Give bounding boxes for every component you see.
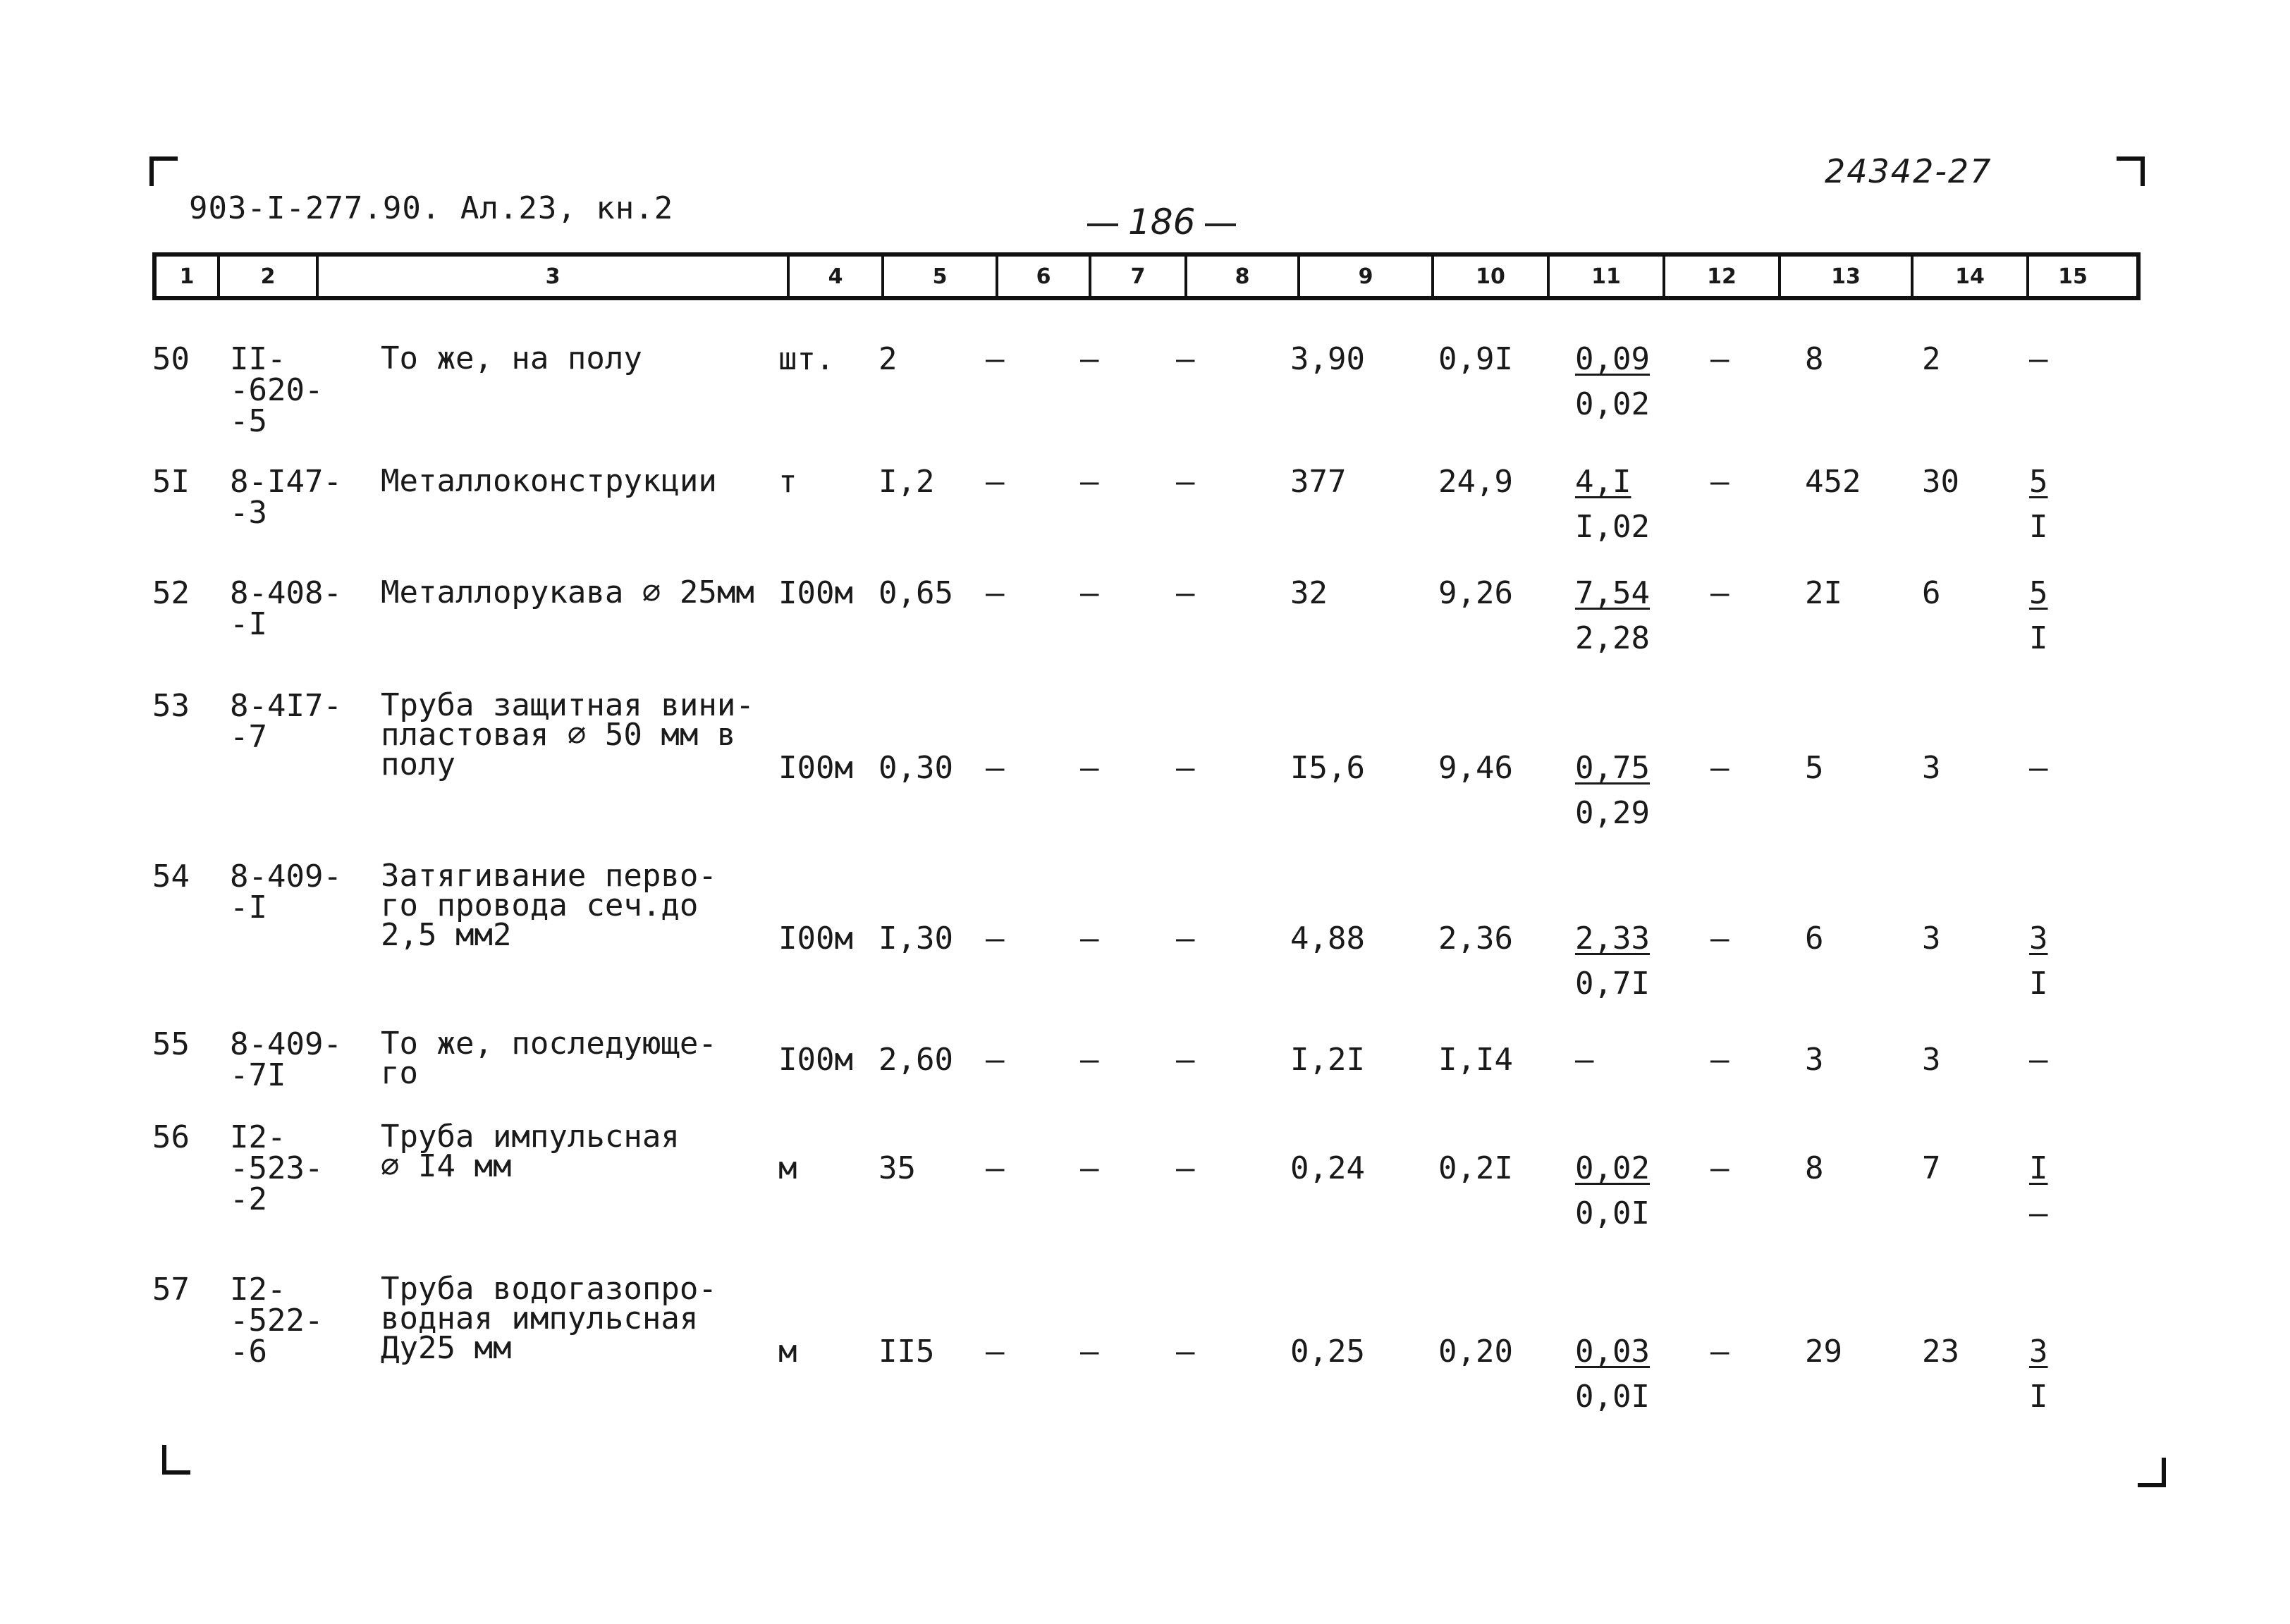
cell-c14: 7 <box>1922 1150 1941 1186</box>
cell-c15 <box>2029 464 2048 545</box>
cell-name: То же, на полу <box>381 340 642 376</box>
cell-c11-numerator: 0,02 <box>1575 1150 1650 1186</box>
cell-c12: – <box>1710 750 1729 786</box>
cell-c15-numerator: 3 <box>2029 921 2048 956</box>
cell-unit: м <box>778 1150 797 1186</box>
cell-c9: 377 <box>1290 464 1347 500</box>
cell-name: Металлоконструкции <box>381 463 717 499</box>
cell-c14: 30 <box>1922 464 1959 500</box>
cell-c6: – <box>986 1334 1005 1370</box>
cell-c11-numerator: 0,75 <box>1575 750 1650 786</box>
cell-c10: I,I4 <box>1438 1042 1513 1078</box>
cell-num: 52 <box>152 575 190 611</box>
cell-c13: 2I <box>1805 575 1842 611</box>
cell-name: Труба защитная вини- пластовая ∅ 50 мм в полу <box>381 687 754 782</box>
column-header-6: 6 <box>998 257 1091 296</box>
cell-c8: – <box>1176 1334 1195 1370</box>
cell-c15-denominator: I <box>2029 1379 2048 1415</box>
cell-c11-numerator: 2,33 <box>1575 921 1650 956</box>
cell-c15-denominator: I <box>2029 966 2048 1002</box>
cell-c8: – <box>1176 1150 1195 1186</box>
cell-unit: I00м <box>778 750 853 786</box>
cell-c7: – <box>1080 921 1099 956</box>
cell-c15 <box>2029 575 2048 656</box>
cell-c11-denominator: 2,28 <box>1575 620 1650 656</box>
cell-num: 57 <box>152 1272 190 1308</box>
column-header-11: 11 <box>1550 257 1665 296</box>
cell-c6: – <box>986 341 1005 377</box>
cell-c11 <box>1575 341 1650 422</box>
cell-c15 <box>2029 1336 2048 1413</box>
cell-code: 8-409- -I <box>230 859 342 925</box>
cell-qty: 35 <box>878 1150 916 1186</box>
cell-c8: – <box>1176 921 1195 956</box>
cell-c13: 5 <box>1805 750 1824 786</box>
cell-c10: 24,9 <box>1438 464 1513 500</box>
cell-c14: 6 <box>1922 575 1941 611</box>
column-header-5: 5 <box>884 257 998 296</box>
cell-c8: – <box>1176 341 1195 377</box>
cell-c12: – <box>1710 464 1729 500</box>
cell-name: Металлорукава ∅ 25мм <box>381 574 754 610</box>
cell-c8: – <box>1176 1042 1195 1078</box>
cell-c15-numerator: – <box>2029 750 2048 786</box>
cell-unit: I00м <box>778 575 853 611</box>
cell-code: 8-4I7- -7 <box>230 688 342 755</box>
cell-c15-numerator: 5 <box>2029 464 2048 500</box>
column-header-14: 14 <box>1914 257 2029 296</box>
cell-c9: 0,25 <box>1290 1334 1365 1370</box>
cell-name: Труба водогазопро- водная импульсная Ду25 мм <box>381 1271 717 1366</box>
cell-c9: 3,90 <box>1290 341 1365 377</box>
cell-c11-denominator: I,02 <box>1575 509 1650 545</box>
cell-c11-denominator: 0,0I <box>1575 1379 1650 1415</box>
cell-c15-numerator: – <box>2029 1042 2048 1078</box>
cell-c10: 9,46 <box>1438 750 1513 786</box>
cell-name: То же, последующе- го <box>381 1026 717 1091</box>
cell-qty: I,30 <box>878 921 953 956</box>
column-header-12: 12 <box>1665 257 1781 296</box>
cell-num: 53 <box>152 688 190 724</box>
cell-c10: 2,36 <box>1438 921 1513 956</box>
cell-c13: 452 <box>1805 464 1861 500</box>
cell-c11-denominator: 0,0I <box>1575 1195 1650 1231</box>
cell-c6: – <box>986 1042 1005 1078</box>
cell-c14: 2 <box>1922 341 1941 377</box>
cell-c11-denominator: 0,29 <box>1575 795 1650 831</box>
cell-c14: 3 <box>1922 1042 1941 1078</box>
cell-c11-numerator: 0,03 <box>1575 1334 1650 1370</box>
cell-c12: – <box>1710 921 1729 956</box>
column-header-1: 1 <box>157 257 220 296</box>
archive-number: 24342-27 <box>1825 152 1992 190</box>
cell-c13: 8 <box>1805 1150 1824 1186</box>
cell-c11-numerator: – <box>1575 1042 1594 1078</box>
cell-c13: 6 <box>1805 921 1824 956</box>
cell-c15 <box>2029 921 2048 1002</box>
cell-c12: – <box>1710 1150 1729 1186</box>
cell-qty: 2 <box>878 341 898 377</box>
column-header-7: 7 <box>1091 257 1187 296</box>
column-header-15: 15 <box>2058 264 2088 289</box>
column-header-10: 10 <box>1434 257 1550 296</box>
cell-c15-numerator: I <box>2029 1150 2048 1186</box>
cell-c8: – <box>1176 750 1195 786</box>
cell-c6: – <box>986 1150 1005 1186</box>
page-number: 186 <box>1077 202 1246 242</box>
cell-c15-numerator: 3 <box>2029 1334 2048 1370</box>
cell-c10: 0,9I <box>1438 341 1513 377</box>
cell-num: 50 <box>152 341 190 377</box>
cell-c15-denominator: I <box>2029 620 2048 656</box>
column-header-13: 13 <box>1781 257 1914 296</box>
cell-unit: I00м <box>778 921 853 956</box>
cell-unit: шт. <box>778 341 835 377</box>
column-header-2: 2 <box>220 257 319 296</box>
cell-c13: 29 <box>1805 1334 1842 1370</box>
cell-num: 56 <box>152 1119 190 1155</box>
cell-c11-denominator: 0,02 <box>1575 386 1650 422</box>
cell-code: I2- -522- -6 <box>230 1272 324 1370</box>
cell-c6: – <box>986 750 1005 786</box>
cell-name: Затягивание перво- го провода сеч.до 2,5 мм2 <box>381 858 717 953</box>
cell-unit: т <box>778 464 797 500</box>
cell-c8: – <box>1176 464 1195 500</box>
cell-c7: – <box>1080 1334 1099 1370</box>
cell-c11 <box>1575 921 1650 1002</box>
cell-c11-numerator: 4,I <box>1575 464 1631 500</box>
cell-num: 5I <box>152 464 190 500</box>
cell-c14: 3 <box>1922 750 1941 786</box>
cell-code: 8-I47- -3 <box>230 464 342 531</box>
cell-qty: 0,65 <box>878 575 953 611</box>
cell-c15-denominator: – <box>2029 1195 2048 1231</box>
column-header-9: 9 <box>1300 257 1434 296</box>
cell-c15 <box>2029 341 2048 389</box>
cell-qty: I,2 <box>878 464 935 500</box>
cell-c15 <box>2029 1042 2048 1090</box>
cell-c12: – <box>1710 341 1729 377</box>
cell-c9: 4,88 <box>1290 921 1365 956</box>
cell-c7: – <box>1080 750 1099 786</box>
cell-c9: 0,24 <box>1290 1150 1365 1186</box>
cell-c10: 9,26 <box>1438 575 1513 611</box>
cell-num: 55 <box>152 1026 190 1062</box>
cell-c7: – <box>1080 341 1099 377</box>
cell-c13: 3 <box>1805 1042 1824 1078</box>
cell-unit: м <box>778 1334 797 1370</box>
cell-c15-numerator: 5 <box>2029 575 2048 611</box>
cell-c7: – <box>1080 1042 1099 1078</box>
cell-c13: 8 <box>1805 341 1824 377</box>
cell-c9: I,2I <box>1290 1042 1365 1078</box>
document-code: 903-I-277.90. Ал.23, кн.2 <box>189 190 674 226</box>
cell-qty: 0,30 <box>878 750 953 786</box>
cell-c7: – <box>1080 575 1099 611</box>
cell-code: I2- -523- -2 <box>230 1119 324 1217</box>
cell-c11-numerator: 0,09 <box>1575 341 1650 377</box>
cell-c11 <box>1575 1336 1650 1413</box>
cell-c11 <box>1575 1150 1650 1231</box>
cell-c8: – <box>1176 575 1195 611</box>
cell-c12: – <box>1710 575 1729 611</box>
cell-unit: I00м <box>778 1042 853 1078</box>
cell-c14: 3 <box>1922 921 1941 956</box>
cell-code: II- -620- -5 <box>230 341 324 439</box>
cell-c6: – <box>986 575 1005 611</box>
cell-c11 <box>1575 464 1650 545</box>
column-header-4: 4 <box>790 257 884 296</box>
cell-c11 <box>1575 750 1650 831</box>
cell-c10: 0,2I <box>1438 1150 1513 1186</box>
cell-c6: – <box>986 464 1005 500</box>
cell-c7: – <box>1080 464 1099 500</box>
column-header-3: 3 <box>319 257 790 296</box>
cell-c11-denominator: 0,7I <box>1575 966 1650 1002</box>
cell-c9: 32 <box>1290 575 1328 611</box>
cell-qty: 2,60 <box>878 1042 953 1078</box>
cell-c6: – <box>986 921 1005 956</box>
cell-c12: – <box>1710 1334 1729 1370</box>
column-header-8: 8 <box>1187 257 1300 296</box>
cell-code: 8-409- -7I <box>230 1026 342 1093</box>
cell-c15-denominator: I <box>2029 509 2048 545</box>
cell-c10: 0,20 <box>1438 1334 1513 1370</box>
cell-num: 54 <box>152 859 190 894</box>
cell-code: 8-408- -I <box>230 575 342 642</box>
cell-c15 <box>2029 750 2048 798</box>
cell-c14: 23 <box>1922 1334 1959 1370</box>
cell-c15 <box>2029 1150 2048 1231</box>
cell-c12: – <box>1710 1042 1729 1078</box>
cell-name: Труба импульсная ∅ I4 мм <box>381 1119 680 1184</box>
cell-c7: – <box>1080 1150 1099 1186</box>
cell-c11-numerator: 7,54 <box>1575 575 1650 611</box>
cell-c11 <box>1575 1042 1594 1090</box>
cell-c15-numerator: – <box>2029 341 2048 377</box>
cell-c9: I5,6 <box>1290 750 1365 786</box>
cell-qty: II5 <box>878 1334 935 1370</box>
cell-c11 <box>1575 575 1650 656</box>
